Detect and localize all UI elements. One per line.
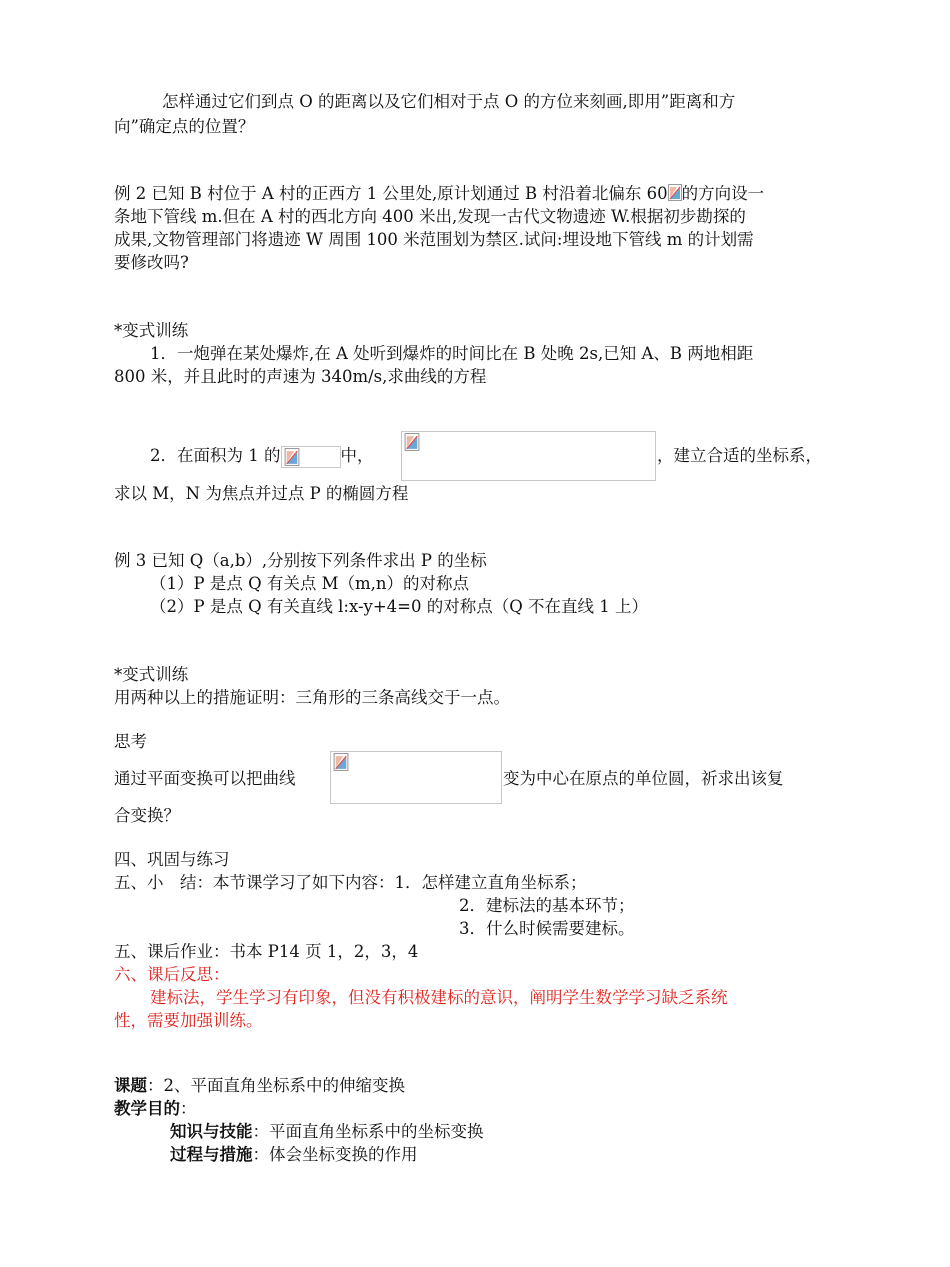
example3-item-2: （2）P 是点 Q 有关直线 l:x-y+4=0 的对称点（Q 不在直线 1 上） xyxy=(150,597,649,616)
lesson-knowledge-text: ：平面直角坐标系中的坐标变换 xyxy=(252,1122,484,1141)
reflection-prefix: 六、 xyxy=(114,965,147,984)
variant1-q2-line-1 xyxy=(150,445,374,468)
lesson-title xyxy=(114,1075,405,1097)
section-5-summary: 五、小 结：本节课学习了如下内容：1．怎样建立直角坐标系； xyxy=(114,873,587,892)
example2-line-1 xyxy=(114,183,764,205)
summary-item-2: 2．建标法的基本环节； xyxy=(459,896,635,915)
think-text-a: 通过平面变换可以把曲线 xyxy=(114,769,296,788)
lesson-goal-colon: ： xyxy=(180,1099,197,1118)
think-heading: 思考 xyxy=(114,732,147,751)
lesson-process xyxy=(170,1144,418,1166)
lesson-process-label: 过程与措施 xyxy=(170,1145,253,1164)
variant1-q1-line-2: 800 米，并且此时的声速为 340m/s,求曲线的方程 xyxy=(114,367,487,386)
variant2-heading: *变式训练 xyxy=(114,665,189,684)
lesson-title-text: ：2、平面直角坐标系中的伸缩变换 xyxy=(147,1076,405,1095)
formula-image-2 xyxy=(401,431,656,481)
example2-line-2: 条地下管线 m.但在 A 村的西北方向 400 米出,发现一古代文物遗迹 W.根据初步勘探的 xyxy=(114,207,746,226)
reflection-line-2: 性，需要加强训练。 xyxy=(114,1011,263,1030)
broken-image-icon xyxy=(668,184,682,201)
lesson-title-label: 课题 xyxy=(114,1076,147,1095)
lesson-process-text: ：体会坐标变换的作用 xyxy=(252,1145,418,1164)
variant1-q2-text-b: 中， xyxy=(340,446,374,465)
lesson-knowledge xyxy=(170,1121,484,1143)
example3-line-1: 例 3 已知 Q（a,b）,分别按下列条件求出 P 的坐标 xyxy=(114,551,487,570)
variant1-q1-line-1: 1．一炮弹在某处爆炸,在 A 处听到爆炸的时间比在 B 处晚 2s,已知 A、B 两地相距 xyxy=(150,344,754,363)
broken-image-icon xyxy=(403,433,421,451)
variant2-line: 用两种以上的措施证明：三角形的三条高线交于一点。 xyxy=(114,688,510,707)
variant1-heading: *变式训练 xyxy=(114,321,189,340)
intro-line-2: 向”确定点的位置？ xyxy=(114,117,255,136)
intro-line-1: 怎样通过它们到点 O 的距离以及它们相对于点 O 的方位来刻画,即用”距离和方 xyxy=(162,92,736,111)
variant1-q2-text-c: ，建立合适的坐标系， xyxy=(657,446,822,465)
broken-image-icon xyxy=(332,753,350,771)
summary-item-3: 3．什么时候需要建标。 xyxy=(459,919,635,938)
example2-text-a: 例 2 已知 B 村位于 A 村的正西方 1 公里处,原计划通过 B 村沿着北偏东 60 xyxy=(114,184,668,203)
lesson-goal xyxy=(114,1098,197,1120)
example2-text-b: 的方向设一 xyxy=(681,184,765,203)
example2-line-4: 要修改吗? xyxy=(114,253,189,272)
reflection-label: 课后反思： xyxy=(147,965,230,984)
broken-image-icon xyxy=(283,448,301,466)
reflection-line-1: 建标法，学生学习有印象，但没有积极建标的意识，阐明学生数学学习缺乏系统 xyxy=(150,988,728,1007)
reflection-heading xyxy=(114,964,230,986)
example2-line-3: 成果,文物管理部门将遗迹 W 周围 100 米范围划为禁区.试问:埋设地下管线 m 的计划需 xyxy=(114,230,754,249)
homework-line: 五、课后作业：书本 P14 页 1，2，3，4 xyxy=(114,942,419,961)
variant1-q2-text-a: 2．在面积为 1 的 xyxy=(150,446,281,465)
think-text-b: 变为中心在原点的单位圆，祈求出该复 xyxy=(503,769,784,788)
example3-item-1: （1）P 是点 Q 有关点 M（m,n）的对称点 xyxy=(150,574,470,593)
lesson-goal-label: 教学目的 xyxy=(114,1099,180,1118)
variant1-q2-line-2: 求以 M，N 为焦点并过点 P 的椭圆方程 xyxy=(114,484,409,503)
section-4: 四、巩固与练习 xyxy=(114,850,230,869)
formula-image-1 xyxy=(281,446,341,468)
think-line-2: 合变换？ xyxy=(114,806,180,825)
formula-image-3 xyxy=(330,751,502,804)
lesson-knowledge-label: 知识与技能 xyxy=(170,1122,253,1141)
